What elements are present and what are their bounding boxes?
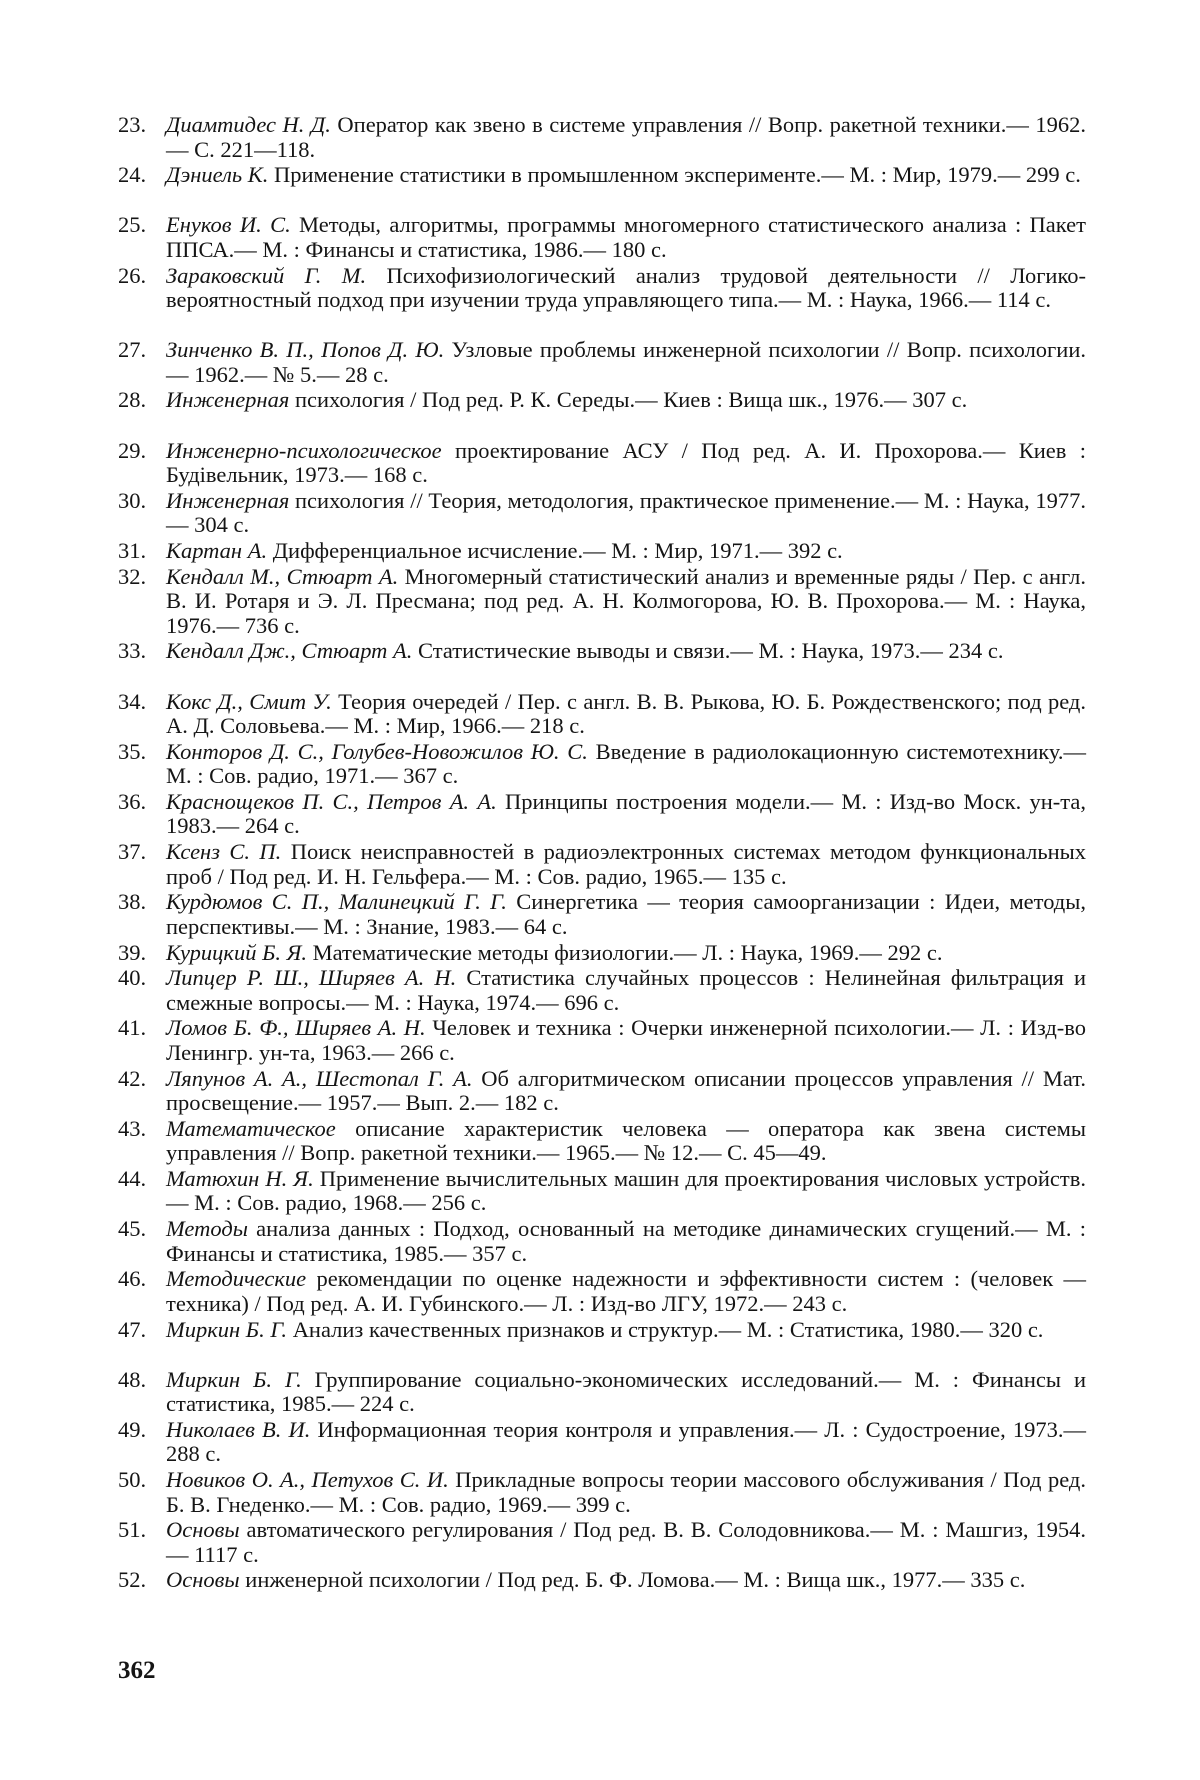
reference-text xyxy=(166,439,1086,488)
reference-item xyxy=(118,388,1086,437)
reference-author: Миркин Б. Г. xyxy=(166,1316,288,1342)
reference-text xyxy=(166,1267,1086,1316)
reference-item xyxy=(118,740,1086,789)
reference-author: Зараковский Г. М. xyxy=(166,262,367,288)
reference-text xyxy=(166,639,1086,664)
reference-item xyxy=(118,565,1086,639)
reference-text xyxy=(166,489,1086,538)
reference-body: Анализ качественных признаков и структур.— М. : Статистика, 1980.— 320 с. xyxy=(287,1316,1044,1342)
reference-number: 52. xyxy=(118,1567,147,1593)
reference-author: Инженерная xyxy=(166,487,290,513)
reference-body: проектирование АСУ / Под ред. А. И. Прохорова.— Киев : Будiвельник, 1973.— 168 с. xyxy=(166,437,1086,488)
reference-text xyxy=(166,1016,1086,1065)
reference-item xyxy=(118,1568,1086,1617)
reference-author: Инженерная xyxy=(166,387,290,413)
reference-number: 50. xyxy=(118,1467,147,1493)
reference-number: 31. xyxy=(118,538,147,563)
reference-body: Оператор как звено в системе управления // Вопр. ракетной техники.— 1962.— С. 221—118. xyxy=(166,112,1086,162)
reference-body: Прикладные вопросы теории массового обслуживания / Под ред. Б. В. Гнеденко.— М. : Сов. радио, 1969.— 399 с. xyxy=(166,1467,1086,1517)
reference-list xyxy=(118,113,1086,1619)
reference-number: 51. xyxy=(118,1517,147,1543)
reference-text xyxy=(166,388,1086,413)
reference-number: 44. xyxy=(118,1165,147,1191)
reference-body: Применение статистики в промышленном эксперименте.— М. : Мир, 1979.— 299 с. xyxy=(268,162,1081,188)
reference-text xyxy=(166,338,1086,387)
reference-number: 37. xyxy=(118,839,147,865)
reference-author: Зинченко В. П., Попов Д. Ю. xyxy=(166,337,445,363)
reference-text xyxy=(166,1318,1086,1343)
reference-text xyxy=(166,1217,1086,1266)
reference-body: Применение вычислительных машин для проектирования числовых устройств. — М. : Сов. радио, 1968.— 256 с. xyxy=(166,1165,1086,1216)
reference-body: Информационная теория контроля и управления.— Л. : Судостроение, 1973.— 288 с. xyxy=(166,1416,1086,1467)
reference-text xyxy=(166,1568,1086,1593)
reference-number: 23. xyxy=(118,112,147,137)
reference-author: Миркин Б. Г. xyxy=(166,1366,302,1392)
reference-body: Синергетика — теория самоорганизации : Идеи, методы, перспективы.— М. : Знание, 1983.— 64 с. xyxy=(166,889,1086,939)
reference-author: Матюхин Н. Я. xyxy=(166,1165,314,1191)
reference-author: Курицкий Б. Я. xyxy=(166,939,307,965)
reference-text xyxy=(166,941,1086,966)
reference-item xyxy=(118,966,1086,1015)
reference-text xyxy=(166,264,1086,313)
reference-author: Основы xyxy=(166,1517,240,1543)
reference-author: Ксенз С. П. xyxy=(166,839,282,865)
reference-item xyxy=(118,163,1086,212)
reference-author: Методические xyxy=(166,1266,307,1292)
reference-item xyxy=(118,113,1086,162)
reference-body: Введение в радиолокационную системотехнику.— М. : Сов. радио, 1971.— 367 с. xyxy=(166,738,1086,789)
reference-item xyxy=(118,539,1086,564)
reference-body: Психофизиологический анализ трудовой деятельности // Логико-вероятностный подход при изучении труда управляющего типа.— М. : Наука, 1966.— 114 с. xyxy=(166,262,1087,313)
reference-author: Краснощеков П. С., Петров А. А. xyxy=(166,788,497,814)
reference-number: 25. xyxy=(118,212,147,238)
reference-body: Поиск неисправностей в радиоэлектронных системах методом функциональных проб / Под ред. И. Н. Гельфера.— М. : Сов. радио, 1965.— 135 с. xyxy=(166,839,1086,889)
reference-number: 39. xyxy=(118,939,147,965)
reference-item xyxy=(118,264,1086,338)
page-number: 362 xyxy=(118,1657,156,1684)
reference-author: Основы xyxy=(166,1567,240,1593)
reference-number: 46. xyxy=(118,1266,147,1292)
reference-author: Инженерно-психологическое xyxy=(166,437,442,463)
reference-number: 32. xyxy=(118,563,147,589)
reference-item xyxy=(118,639,1086,688)
reference-item xyxy=(118,790,1086,839)
reference-text xyxy=(166,966,1086,1015)
reference-item xyxy=(118,1518,1086,1567)
reference-author: Новиков О. А., Петухов С. И. xyxy=(166,1467,449,1493)
reference-item xyxy=(118,1368,1086,1417)
reference-author: Ломов Б. Ф., Ширяев А. Н. xyxy=(166,1015,426,1041)
reference-number: 30. xyxy=(118,487,147,513)
reference-text xyxy=(166,1368,1086,1417)
reference-author: Кендалл Дж., Стюарт А. xyxy=(166,638,413,664)
reference-author: Николаев В. И. xyxy=(166,1416,311,1442)
reference-body: Дифференциальное исчисление.— М. : Мир, 1971.— 392 с. xyxy=(267,538,843,563)
reference-body: автоматического регулирования / Под ред. В. В. Солодовникова.— М. : Машгиз, 1954.— 1117 с. xyxy=(166,1517,1086,1567)
reference-number: 48. xyxy=(118,1366,147,1392)
reference-text xyxy=(166,1167,1086,1216)
reference-number: 40. xyxy=(118,965,147,991)
reference-text xyxy=(166,539,1086,564)
reference-author: Методы xyxy=(166,1216,248,1242)
reference-number: 35. xyxy=(118,738,147,764)
reference-item xyxy=(118,213,1086,262)
reference-author: Дэниель К. xyxy=(166,162,269,188)
reference-text xyxy=(166,1067,1086,1116)
reference-text xyxy=(166,840,1086,889)
reference-body: Принципы построения модели.— М. : Изд-во Моск. ун-та, 1983.— 264 с. xyxy=(166,788,1087,839)
reference-text xyxy=(166,790,1086,839)
reference-item xyxy=(118,1217,1086,1266)
reference-author: Енуков И. С. xyxy=(166,212,291,238)
reference-text xyxy=(166,213,1086,262)
reference-body: Группирование социально-экономических исследований.— М. : Финансы и статистика, 1985.— 224 с. xyxy=(166,1366,1086,1417)
reference-author: Картан А. xyxy=(166,538,268,563)
reference-body: Математические методы физиологии.— Л. : Наука, 1969.— 292 с. xyxy=(307,939,943,965)
reference-number: 38. xyxy=(118,889,147,915)
reference-number: 26. xyxy=(118,262,147,288)
reference-author: Липцер Р. Ш., Ширяев А. Н. xyxy=(166,965,457,991)
reference-text xyxy=(166,163,1086,188)
reference-body: Теория очередей / Пер. с англ. В. В. Рыкова, Ю. Б. Рождественского; под ред. А. Д. Соловьева.— М. : Мир, 1966.— 218 с. xyxy=(166,688,1086,739)
reference-number: 34. xyxy=(118,688,147,714)
reference-body: Многомерный статистический анализ и временные ряды / Пер. с англ. В. И. Ротаря и Э. Л. Пресмана; под ред. А. Н. Колмогорова, Ю. В. Прохорова.— М. : Наука, 1976.— 736 с. xyxy=(166,563,1086,638)
reference-number: 49. xyxy=(118,1416,147,1442)
reference-author: Ляпунов А. А., Шестопал Г. А. xyxy=(166,1065,473,1091)
reference-number: 47. xyxy=(118,1316,147,1342)
reference-body: Методы, алгоритмы, программы многомерного статистического анализа : Пакет ППСА.— М. : Финансы и статистика, 1986.— 180 с. xyxy=(166,212,1086,262)
reference-item xyxy=(118,1016,1086,1065)
reference-body: психология // Теория, методология, практическое применение.— М. : Наука, 1977.— 304 с. xyxy=(166,487,1086,538)
reference-body: описание характеристик человека — оператора как звена системы управления // Вопр. ракетной техники.— 1965.— № 12.— С. 45—49. xyxy=(166,1115,1086,1166)
reference-item xyxy=(118,941,1086,966)
reference-text xyxy=(166,1418,1086,1467)
reference-author: Конторов Д. С., Голубев-Новожилов Ю. С. xyxy=(166,738,588,764)
reference-body: психология / Под ред. Р. К. Середы.— Киев : Вища шк., 1976.— 307 с. xyxy=(289,387,968,413)
reference-number: 42. xyxy=(118,1065,147,1091)
reference-text xyxy=(166,740,1086,789)
reference-item xyxy=(118,1468,1086,1517)
reference-item xyxy=(118,1067,1086,1116)
reference-number: 33. xyxy=(118,638,147,664)
reference-text xyxy=(166,690,1086,739)
reference-text xyxy=(166,890,1086,939)
reference-number: 29. xyxy=(118,437,147,463)
reference-item xyxy=(118,690,1086,739)
reference-author: Математическое xyxy=(166,1115,336,1141)
reference-text xyxy=(166,113,1086,162)
reference-body: инженерной психологии / Под ред. Б. Ф. Ломова.— М. : Вища шк., 1977.— 335 с. xyxy=(239,1567,1026,1593)
reference-body: рекомендации по оценке надежности и эффективности систем : (человек — техника) / Под ред. А. И. Губинского.— Л. : Изд-во ЛГУ, 1972.— 243 с. xyxy=(166,1266,1086,1316)
reference-author: Кендалл М., Стюарт А. xyxy=(166,563,399,589)
reference-author: Диамтидес Н. Д. xyxy=(166,112,331,137)
reference-number: 28. xyxy=(118,387,147,413)
reference-number: 45. xyxy=(118,1216,147,1242)
reference-number: 36. xyxy=(118,788,147,814)
reference-body: анализа данных : Подход, основанный на методике динамических сгущений.— М. : Финансы и статистика, 1985.— 357 с. xyxy=(166,1216,1086,1266)
reference-number: 41. xyxy=(118,1015,147,1041)
reference-body: Узловые проблемы инженерной психологии // Вопр. психологии.— 1962.— № 5.— 28 с. xyxy=(166,337,1086,387)
reference-text xyxy=(166,1117,1086,1166)
reference-text xyxy=(166,1468,1086,1517)
reference-item xyxy=(118,1167,1086,1216)
reference-item xyxy=(118,890,1086,939)
reference-body: Об алгоритмическом описании процессов управления // Мат. просвещение.— 1957.— Вып. 2.— 182 с. xyxy=(166,1065,1086,1116)
reference-author: Кокс Д., Смит У. xyxy=(166,688,332,714)
reference-author: Курдюмов С. П., Малинецкий Г. Г. xyxy=(166,889,507,915)
reference-item xyxy=(118,1117,1086,1166)
reference-item xyxy=(118,439,1086,488)
reference-body: Статистические выводы и связи.— М. : Наука, 1973.— 234 с. xyxy=(412,638,1004,664)
reference-text xyxy=(166,565,1086,639)
reference-item xyxy=(118,489,1086,538)
reference-number: 43. xyxy=(118,1115,147,1141)
reference-item xyxy=(118,840,1086,889)
reference-item xyxy=(118,1318,1086,1367)
reference-number: 27. xyxy=(118,337,147,363)
reference-item xyxy=(118,338,1086,387)
reference-number: 24. xyxy=(118,162,147,188)
reference-text xyxy=(166,1518,1086,1567)
reference-item xyxy=(118,1267,1086,1316)
reference-body: Статистика случайных процессов : Нелинейная фильтрация и смежные вопросы.— М. : Наука, 1974.— 696 с. xyxy=(166,965,1086,1015)
reference-body: Человек и техника : Очерки инженерной психологии.— Л. : Изд-во Ленингр. ун-та, 1963.— 266 с. xyxy=(166,1015,1086,1065)
reference-item xyxy=(118,1418,1086,1467)
